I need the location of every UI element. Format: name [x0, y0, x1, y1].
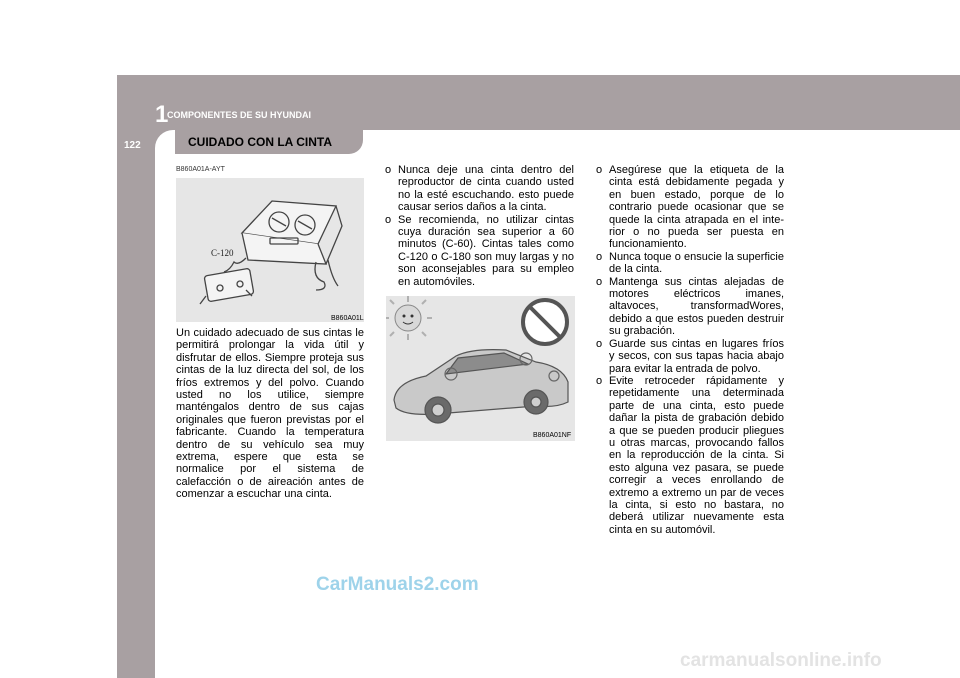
col2-bullets — [385, 164, 574, 288]
watermark-carmanuals2[interactable]: CarManuals2.com — [316, 574, 479, 595]
section-code: B860A01A-AYT — [176, 166, 225, 173]
col3-bullet-0: o Asegúrese que la etiqueta de la cinta está debidamente pegada y en buen estado, porque de lo contrario puede ocasionar que se quede la cinta atrapada en el inte-rior o no pueda ser puesta en funcionamiento. — [596, 164, 784, 251]
col3-bullet-1: o Nunca toque o ensucie la superficie de la cinta. — [596, 250, 784, 276]
col2-bullet-1: o Se recomienda, no utilizar cintas cuya duración sea superior a 60 minutos (C-60). Cintas tales como C-120 o C-180 son muy largas y no son aconsejables para su empleo en automóviles. — [385, 213, 574, 288]
prohibition-icon — [523, 300, 567, 344]
col3-bullet-3: o Guarde sus cintas en lugares fríos y secos, con sus tapas hacia abajo para evitar la entrada de polvo. — [596, 337, 784, 375]
cassette-player-illustration — [176, 178, 364, 322]
col3-bullet-2: o Mantenga sus cintas alejadas de motores eléctricos imanes, altavoces, transformadWores, debido a que estos pueden destruir su grabación. — [596, 275, 784, 338]
section-title: CUIDADO CON LA CINTA — [188, 135, 332, 149]
cassette-figure — [176, 178, 364, 322]
sedan-icon — [394, 350, 568, 423]
figure2-label: B860A01NF — [533, 432, 572, 439]
car-illustration — [386, 296, 575, 441]
cassette-label: C-120 — [211, 248, 234, 258]
car-figure — [386, 296, 575, 441]
col1-paragraph: Un cuidado adecuado de sus cintas le permitirá prolongar la vida útil y disfrutar de ellos. Siempre proteja sus cintas de la luz directa del sol, de los fríos extremos y del polvo. Cuando usted no los utilice, siempre manténgalos dentro de sus cajas originales que fueron previstas por el fabricante. Cuando la temperatura dentro de su vehículo sea muy extrema, espere que esta se normalice por el sistema de calefacción o de aireación antes de comenzar a escuchar una cinta. — [176, 327, 364, 501]
col3-bullets — [596, 164, 784, 536]
col3-bullet-4: o Evite retroceder rápidamente y repetidamente una determinada parte de una cinta, esto puede dañar la pista de grabación debido a que se pueden producir pliegues u otras marcas, provocando fallos en la reproducción de la cinta. Si esto alguna vez pasara, se puede corregir a veces enrollando de extremo a extremo un par de veces la cinta, si esto no bastara, no deberá utilizar nuevamente esta cinta en su automóvil. — [596, 374, 784, 536]
watermark-carmanualsonline[interactable]: carmanualsonline.info — [680, 650, 882, 671]
figure1-label: B860A01L — [331, 315, 364, 322]
chapter-title: COMPONENTES DE SU HYUNDAI — [167, 110, 312, 120]
page-number: 122 — [124, 140, 141, 151]
sun-icon — [386, 296, 432, 340]
col2-bullet-0: o Nunca deje una cinta dentro del reproductor de cinta cuando usted no la esté escuchando. esto puede causar serios daños a la cinta. — [385, 164, 574, 214]
chapter-number: 1 — [155, 101, 169, 128]
